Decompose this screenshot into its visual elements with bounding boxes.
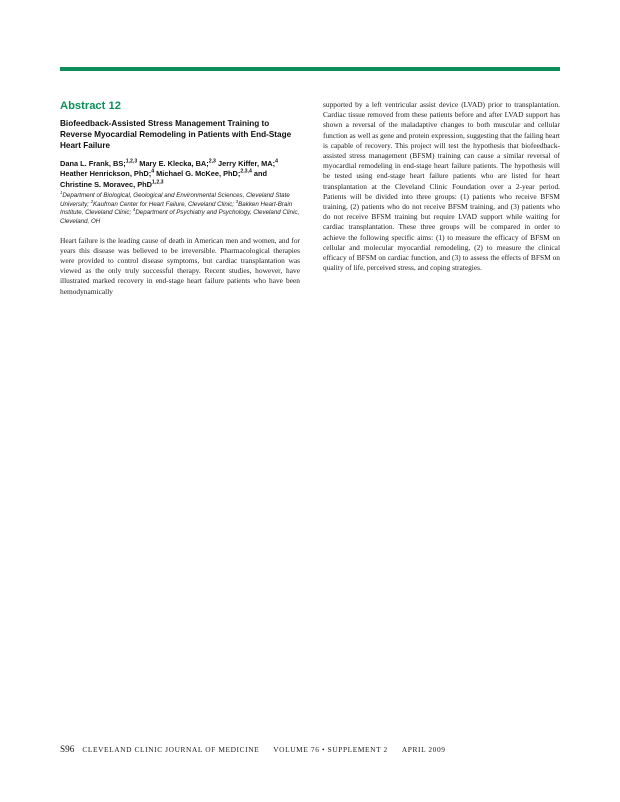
issue-date: APRIL 2009 xyxy=(401,745,446,754)
top-rule xyxy=(60,67,560,71)
author: Mary E. Klecka, BA;$^{2,3}$ xyxy=(137,158,216,168)
author: Michael G. McKee, PhD;$^{2,3,4}$ xyxy=(154,168,252,179)
body-text-right: supported by a left ventricular assist device (LVAD) prior to transplantation. Cardiac tissue removed from these patients before and after LVAD support has shown a reversal of the maladaptive changes to both muscular and cellular function as well as gene and protein expression, suggesting that the failing heart is capable of recovery. This project will test the hypothesis that biofeedback-assisted stress management (BFSM) training can cause a similar reversal of myocardial remodeling in end-stage heart failure patients. The hypothesis will be tested using end-stage heart failure patients who are listed for heart transplantation at the Cleveland Clinic Foundation over a 2-year period. Patients will be divided into three groups: (1) patients who receive BFSM training, (2) patients who do not receive BFSM training, and (3) patients who do not receive BFSM training but require LVAD support while waiting for cardiac transplantation. These three groups will be compared in order to achieve the following specific aims: (1) to measure the efficacy of BFSM on cellular and molecular myocardial remodeling, (2) to measure the clinical efficacy of BFSM on cardiac function, and (3) to assess the effects of BFSM on quality of life, perceived stress, and coping strategies. xyxy=(323,100,560,273)
page-footer xyxy=(60,744,560,754)
left-column xyxy=(60,100,300,297)
right-column xyxy=(323,100,560,273)
author: Jerry Kiffer, MA;$^4$ xyxy=(215,158,278,168)
abstract-heading: Abstract 12 xyxy=(60,100,121,112)
affiliations: $^1$Department of Biological, Geological and Environmental Sciences, Cleveland State University; $^2$Kaufman Center for Heart Failure, Cleveland Clinic; $^3$Bakken Heart-Brain Institute, Cleveland Clinic; $^4$Department of Psychiatry and Psychology, Cleveland Clinic, Cleveland, OH xyxy=(60,190,300,225)
journal-name: CLEVELAND CLINIC JOURNAL OF MEDICINE xyxy=(82,745,260,754)
body-text-left: Heart failure is the leading cause of death in American men and women, and for years this disease was believed to be irreversible. Pharmacological therapies were provided to control disease symptoms, but cardiac transplantation was viewed as the only truly successful therapy. Recent studies, however, have illustrated marked recovery in end-stage heart failure patients who have been hemodynamically xyxy=(60,235,300,296)
author-list xyxy=(60,159,300,190)
author: and Christine S. Moravec, PhD$^{1,2,3}$ xyxy=(60,169,268,189)
page-number: S96 xyxy=(60,744,75,754)
volume-info: VOLUME 76 • SUPPLEMENT 2 xyxy=(273,745,388,754)
abstract-title: Biofeedback-Assisted Stress Management Training to Reverse Myocardial Remodeling in Patients with End-Stage Heart Failure xyxy=(60,119,292,150)
author: Dana L. Frank, BS;$^{1,2,3}$ xyxy=(60,158,138,168)
author: Heather Henrickson, PhD;$^4$ xyxy=(60,168,155,179)
